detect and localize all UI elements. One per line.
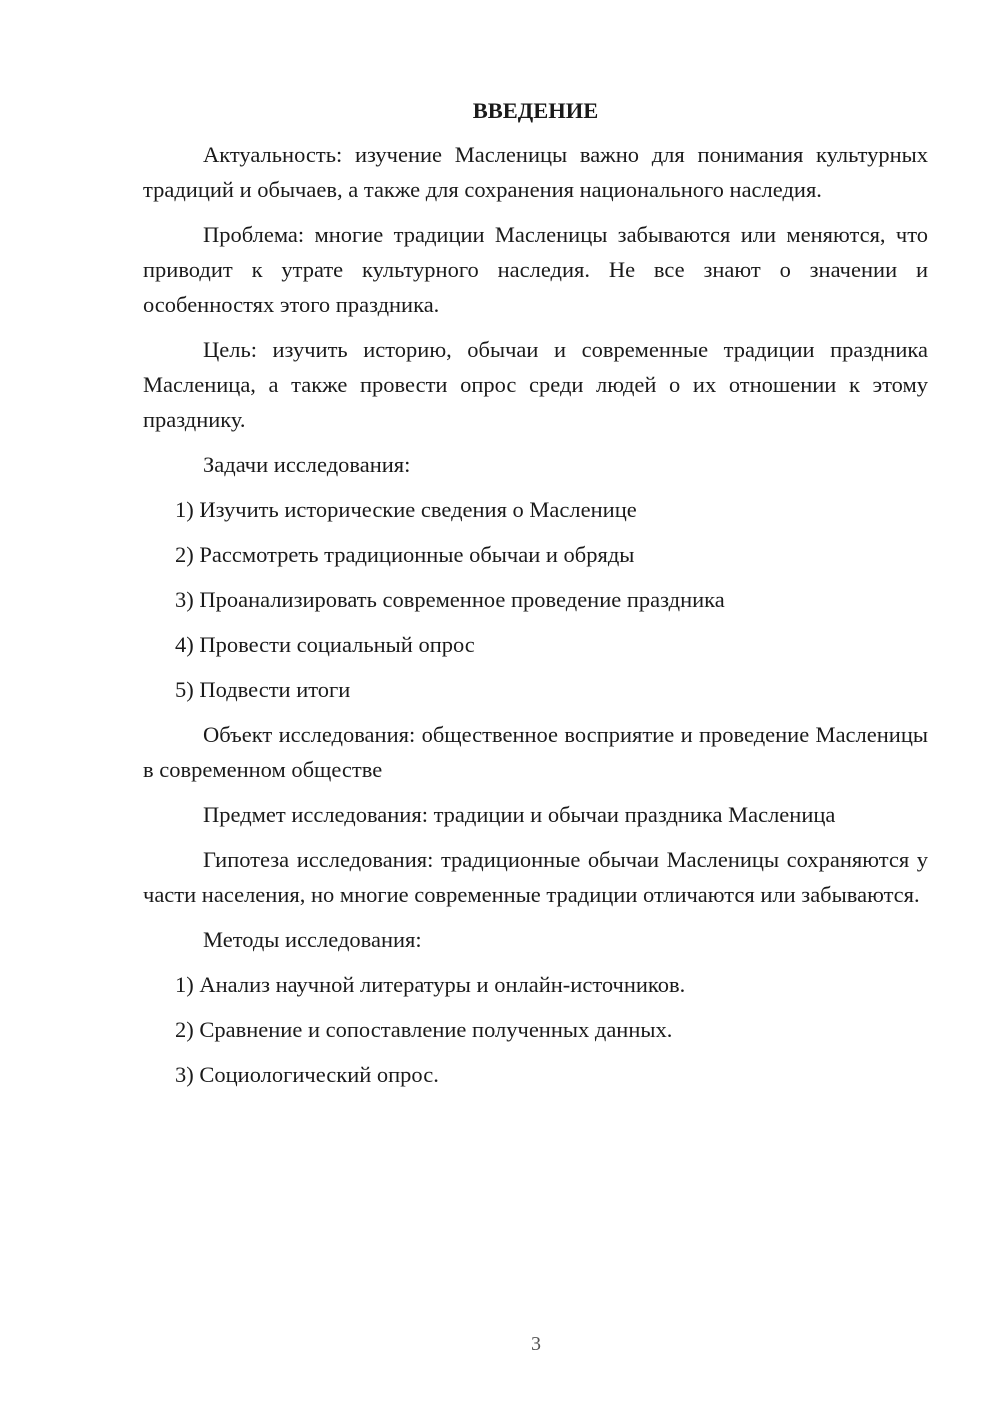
problem-paragraph: Проблема: многие традиции Масленицы забываются или меняются, что приводит к утрате культурного наследия. Не все знают о значении и особенностях этого праздника.	[143, 222, 928, 317]
task-item: 2) Рассмотреть традиционные обычаи и обряды	[175, 542, 635, 567]
method-item: 3) Социологический опрос.	[175, 1062, 439, 1087]
object-paragraph: Объект исследования: общественное восприятие и проведение Масленицы в современном обществе	[143, 722, 928, 782]
tasks-heading: Задачи исследования:	[203, 452, 411, 477]
method-item: 2) Сравнение и сопоставление полученных данных.	[175, 1017, 673, 1042]
task-item: 3) Проанализировать современное проведение праздника	[175, 587, 725, 612]
subject-paragraph: Предмет исследования: традиции и обычаи праздника Масленица	[203, 802, 836, 827]
page-number	[0, 1333, 1000, 1356]
relevance-paragraph: Актуальность: изучение Масленицы важно для понимания культурных традиций и обычаев, а также для сохранения национального наследия.	[143, 142, 928, 202]
task-item: 5) Подвести итоги	[175, 677, 351, 702]
method-item: 1) Анализ научной литературы и онлайн-источников.	[175, 972, 686, 997]
hypothesis-paragraph: Гипотеза исследования: традиционные обычаи Масленицы сохраняются у части населения, но многие современные традиции отличаются или забываются.	[143, 847, 928, 907]
task-item: 1) Изучить исторические сведения о Масленице	[175, 497, 637, 522]
methods-heading: Методы исследования:	[203, 927, 422, 952]
goal-paragraph: Цель: изучить историю, обычаи и современные традиции праздника Масленица, а также провести опрос среди людей о их отношении к этому празднику.	[143, 337, 928, 432]
page-number-text: 3	[531, 1333, 541, 1355]
page-content	[143, 95, 928, 1102]
section-title: ВВЕДЕНИЕ	[472, 98, 599, 123]
task-item: 4) Провести социальный опрос	[175, 632, 475, 657]
